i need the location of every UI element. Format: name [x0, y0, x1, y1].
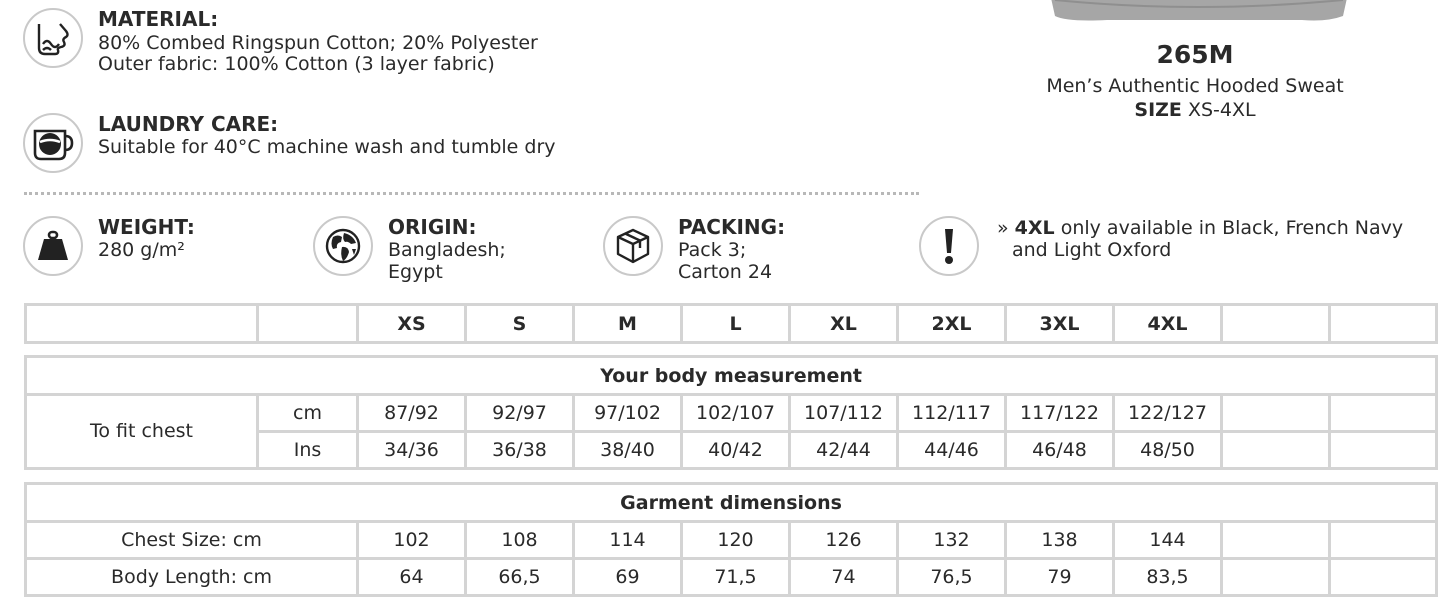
weight-value: 280 g/m²	[98, 239, 185, 261]
size-header-cell	[1330, 305, 1437, 343]
size-label: SIZE	[1134, 99, 1182, 121]
value-cell: 83,5	[1114, 559, 1222, 596]
blank-cell	[26, 305, 258, 343]
garment-dimensions-table	[24, 482, 1438, 597]
value-cell: 107/112	[790, 395, 898, 432]
note-prefix: »	[997, 217, 1009, 239]
value-cell: 44/46	[898, 432, 1006, 469]
size-header-cell: S	[466, 305, 574, 343]
value-cell: 138	[1006, 522, 1114, 559]
size-header-cell: 4XL	[1114, 305, 1222, 343]
product-code: 265M	[1156, 40, 1234, 69]
value-cell: 144	[1114, 522, 1222, 559]
origin-line-1: Bangladesh;	[388, 239, 506, 261]
globe-icon	[313, 216, 373, 276]
material-line-2: Outer fabric: 100% Cotton (3 layer fabric)	[98, 53, 495, 75]
value-cell: 71,5	[682, 559, 790, 596]
value-cell	[1330, 432, 1437, 469]
weight-icon	[23, 216, 83, 276]
origin-label: ORIGIN:	[388, 215, 477, 239]
weight-label: WEIGHT:	[98, 215, 195, 239]
unit-cell: cm	[258, 395, 358, 432]
note-bold: 4XL	[1014, 217, 1055, 239]
note-line-1	[997, 218, 1403, 239]
value-cell	[1222, 559, 1330, 596]
value-cell: 40/42	[682, 432, 790, 469]
table-row	[26, 559, 1437, 596]
value-cell: 126	[790, 522, 898, 559]
value-cell	[1330, 522, 1437, 559]
value-cell: 69	[574, 559, 682, 596]
body-measurement-table	[24, 355, 1438, 470]
packing-label: PACKING:	[678, 215, 786, 239]
value-cell	[1330, 559, 1437, 596]
size-header-cell: XS	[358, 305, 466, 343]
box-icon	[603, 216, 663, 276]
size-header-cell: XL	[790, 305, 898, 343]
value-cell: 38/40	[574, 432, 682, 469]
value-cell: 48/50	[1114, 432, 1222, 469]
size-header-cell: 3XL	[1006, 305, 1114, 343]
value-cell: 66,5	[466, 559, 574, 596]
packing-line-1: Pack 3;	[678, 239, 747, 261]
value-cell: 76,5	[898, 559, 1006, 596]
value-cell: 114	[574, 522, 682, 559]
divider	[24, 192, 919, 195]
value-cell	[1330, 395, 1437, 432]
origin-line-2: Egypt	[388, 261, 443, 283]
size-header-cell: L	[682, 305, 790, 343]
size-header-cell: M	[574, 305, 682, 343]
packing-line-2: Carton 24	[678, 261, 773, 283]
body-measurement-title: Your body measurement	[26, 357, 1437, 395]
value-cell: 87/92	[358, 395, 466, 432]
size-header-cell	[1222, 305, 1330, 343]
product-image	[1047, 0, 1351, 22]
note-line-2: and Light Oxford	[1012, 239, 1172, 261]
value-cell: 102/107	[682, 395, 790, 432]
value-cell: 74	[790, 559, 898, 596]
value-cell: 108	[466, 522, 574, 559]
size-header-cell: 2XL	[898, 305, 1006, 343]
row-label: Chest Size: cm	[26, 522, 358, 559]
material-label: MATERIAL:	[98, 7, 219, 31]
value-cell: 120	[682, 522, 790, 559]
value-cell	[1222, 395, 1330, 432]
value-cell: 42/44	[790, 432, 898, 469]
value-cell: 102	[358, 522, 466, 559]
table-row	[26, 395, 1437, 432]
fabric-icon	[23, 8, 83, 68]
unit-cell: Ins	[258, 432, 358, 469]
size-header-table	[24, 303, 1438, 344]
exclamation-icon	[919, 216, 979, 276]
product-name: Men’s Authentic Hooded Sweat	[1046, 75, 1344, 97]
value-cell	[1222, 522, 1330, 559]
table-row	[26, 522, 1437, 559]
value-cell: 34/36	[358, 432, 466, 469]
row-label-chest: To fit chest	[26, 395, 258, 469]
material-line-1: 80% Combed Ringspun Cotton; 20% Polyester	[98, 32, 538, 54]
value-cell: 117/122	[1006, 395, 1114, 432]
value-cell: 46/48	[1006, 432, 1114, 469]
garment-dimensions-title: Garment dimensions	[26, 484, 1437, 522]
value-cell: 112/117	[898, 395, 1006, 432]
value-cell: 122/127	[1114, 395, 1222, 432]
value-cell: 92/97	[466, 395, 574, 432]
blank-cell	[258, 305, 358, 343]
laundry-line-1: Suitable for 40°C machine wash and tumble dry	[98, 136, 556, 158]
laundry-label: LAUNDRY CARE:	[98, 112, 279, 136]
size-header-row	[26, 305, 1437, 343]
value-cell	[1222, 432, 1330, 469]
size-value: XS-4XL	[1187, 99, 1256, 121]
note-rest: only available in Black, French Navy	[1060, 217, 1404, 239]
value-cell: 36/38	[466, 432, 574, 469]
row-label: Body Length: cm	[26, 559, 358, 596]
value-cell: 132	[898, 522, 1006, 559]
value-cell: 97/102	[574, 395, 682, 432]
value-cell: 64	[358, 559, 466, 596]
wash-icon	[23, 113, 83, 173]
value-cell: 79	[1006, 559, 1114, 596]
product-size	[1040, 99, 1350, 121]
